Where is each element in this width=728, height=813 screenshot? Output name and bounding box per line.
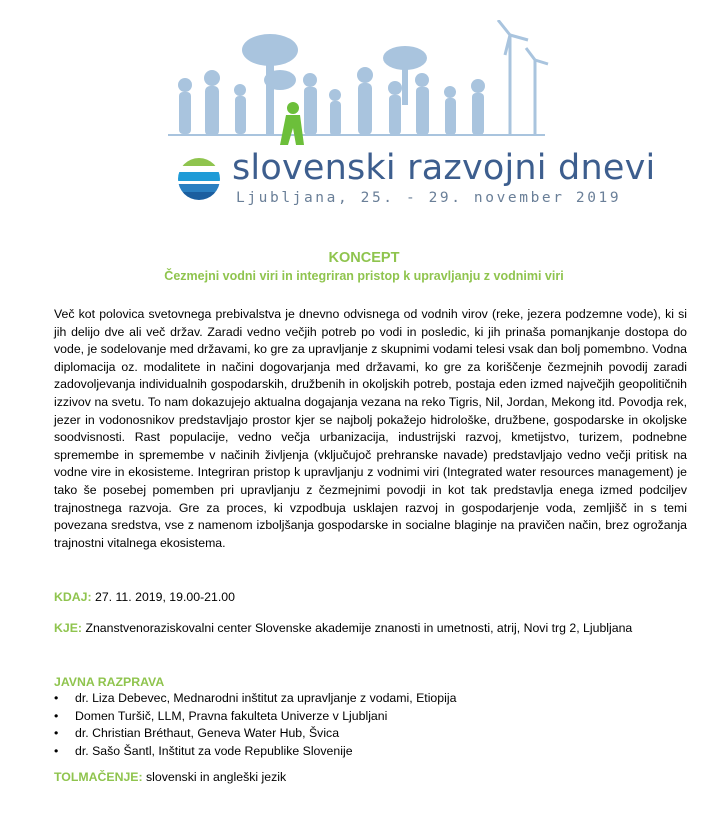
interpretation-line [54, 769, 687, 787]
list-item: • dr. Christian Bréthaut, Geneva Water Hub, Švica [54, 725, 456, 743]
where-label: KJE: [54, 621, 83, 635]
list-item: • dr. Sašo Šantl, Inštitut za vode Republike Slovenije [54, 743, 456, 761]
list-item: • dr. Liza Debevec, Mednarodni inštitut za upravljanje z vodami, Etiopija [54, 690, 456, 708]
panel-heading: JAVNA RAZPRAVA [54, 675, 165, 689]
when-line [54, 589, 687, 607]
brand-subtitle: Ljubljana, 25. - 29. november 2019 [236, 190, 622, 206]
list-item: • Domen Turšič, LLM, Pravna fakulteta Univerze v Ljubljani [54, 708, 456, 726]
concept-paragraph: Več kot polovica svetovnega prebivalstva je dnevno odvisnega od vodnih virov (reke, jezera podzemne vode), ki si jih delijo dve ali več držav. Zaradi vedno večjih potreb po vodi in posledic, ki jih prinaša pomanjkanje dostopa do vode, je sodelovanje med državami, ko gre za upravljanje z skupnimi vodami telesi vsak dan bolj pomembno. Vodna diplomacija oz. modalitete in načini dogovarjanja med državami, ko gre za koriščenje čezmejnih povodij zaradi zadovoljevanja individualnih gospodarskih, družbenih in okoljskih potreb, postaja eden izmed največjih geopolitičnih izzivov na svetu. To nam dokazujejo aktualna dogajanja vezana na reko Tigris, Nil, Jordan, Mekong itd. Povodja rek, jezer in vodonosnikov predstavljajo prostor kjer se najbolj pokažejo hidrološke, družbene, gospodarske in okoljske soodvisnosti. Rast populacije, vedno večja urbanizacija, industrijski razvoj, kmetijstvo, turizem, podnebne spremembe in spremembe v načinih življenja (vključujoč prehranske navade) predstavljajo vedno večji pritisk na vodne vire in ekosisteme. Integriran pristop k upravljanju z vodnimi viri (Integrated water resources management) je tako še posebej pomemben pri upravljanju z čezmejnimi povodji in kot tak predstavlja enega izmed podciljev trajnostnega razvoja. Gre za proces, ki vzpodbuja usklajen razvoj in gospodarjenje voda, zemljišč in s temi povezana sredstva, vse z namenom izboljšanja gospodarske in socialne blaginje na pravičen način, brez ogrožanja trajnostni vitalnega ekosistema. [54, 307, 687, 550]
bullet-icon: • [54, 726, 59, 741]
bullet-icon: • [54, 743, 59, 758]
page-title: KONCEPT [328, 250, 400, 266]
where-value: Znanstvenoraziskovalni center Slovenske akademije znanosti in umetnosti, atrij, Novi trg 2, Ljubljana [85, 621, 633, 635]
page-subtitle: Čezmejni vodni viri in integriran pristop k upravljanju z vodnimi viri [164, 269, 564, 283]
brand-title: slovenski razvojni dnevi [232, 148, 656, 188]
interpretation-label: TOLMAČENJE: [54, 770, 143, 784]
bullet-icon: • [54, 691, 59, 705]
bullet-icon: • [54, 708, 59, 723]
interpretation-value: slovenski in angleški jezik [146, 770, 287, 784]
globe-logo-icon [176, 156, 222, 202]
brand-logo [170, 148, 656, 210]
where-line [54, 620, 687, 638]
when-label: KDAJ: [54, 590, 92, 604]
when-value: 27. 11. 2019, 19.00-21.00 [95, 590, 235, 604]
panel-list [54, 690, 456, 760]
